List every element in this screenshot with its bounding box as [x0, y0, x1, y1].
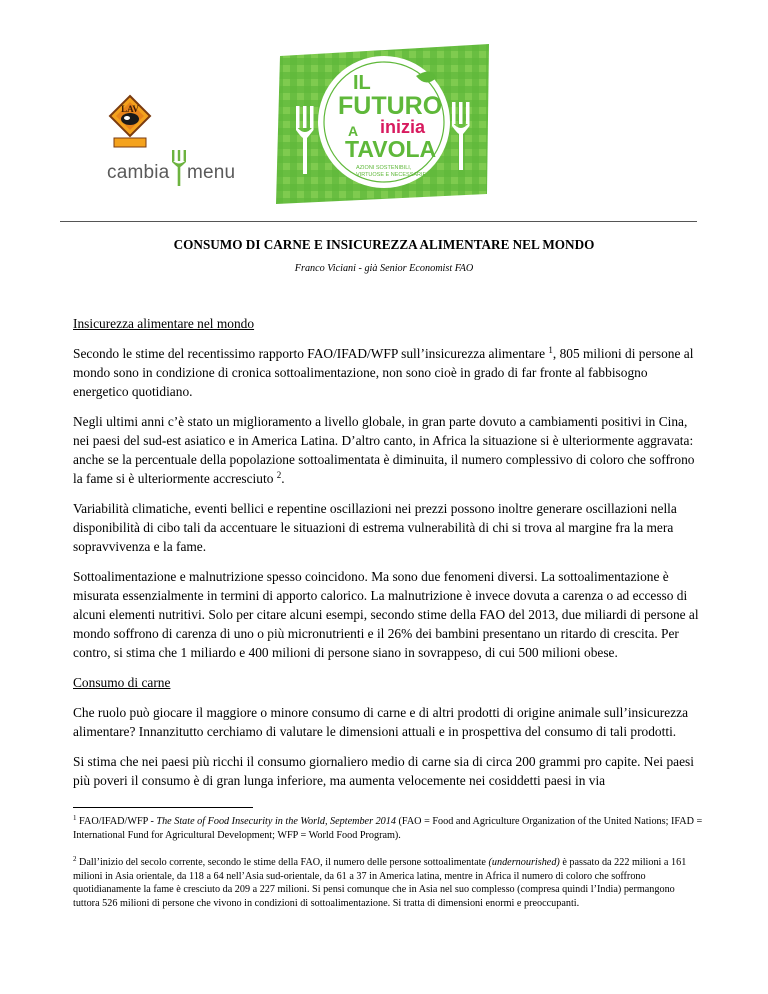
header-divider — [60, 221, 697, 222]
lav-logo — [108, 94, 152, 152]
lav-logo-text: LAV — [121, 104, 139, 114]
footnote-2: $^2$ Dall’inizio del secolo corrente, secondo le stime della FAO, il numero delle persone sottoalimentate (undernourished) è passato da 222 milioni a 161 milioni in Asia orientale, da 118 a 64 nell’Asia sud-orientale, da 61 a 37 in America latina, mentre in Africa il numero di coloro che soffrono quotidianamente la fame è cresciuto da 209 a 227 milioni. Si pensi comunque che in Asia nel suo complesso (compresa quindi l’India) permangono tuttora 526 milioni di persone che vivono in condizioni di sottoalimentazione. Si tratta di dimensioni enormi e preoccupanti. — [73, 855, 687, 909]
paragraph-5: Che ruolo può giocare il maggiore o minore consumo di carne e di altri prodotti di origine animale sull’insicurezza alimentare? Innanzitutto cerchiamo di valutare le dimensioni attuali e in prospettiva del consumo di tali prodotti. — [73, 705, 689, 739]
cambia-menu-right-text: menu — [187, 162, 236, 183]
poster-tagline-2: VIRTUOSE E NECESSARIE — [356, 172, 427, 178]
document-title: CONSUMO DI CARNE E INSICUREZZA ALIMENTARE NEL MONDO — [173, 237, 595, 252]
paragraph-1: Secondo le stime del recentissimo rapporto FAO/IFAD/WFP sull’insicurezza alimentare $^1$, 805 milioni di persone al mondo sono in condizione di cronica sottoalimentazione, non sono cioè in grado di far fronte al fabbisogno energetico quotidiano. — [73, 345, 694, 399]
document-author: Franco Viciani - già Senior Economist FAO — [294, 263, 474, 274]
poster-futuro: FUTURO — [338, 92, 443, 120]
poster-inizia: inizia — [380, 117, 426, 137]
section-heading-consumo-carne: Consumo di carne — [73, 675, 171, 690]
footnote-ref-2[interactable]: 2 — [276, 470, 282, 480]
document-body — [73, 314, 700, 790]
poster-il: IL — [353, 72, 371, 94]
footnote-divider — [73, 807, 253, 808]
footnote-1: $^1$ FAO/IFAD/WFP - The State of Food Insecurity in the World, September 2014 (FAO = Food and Agriculture Organization of the United Nations; IFAD = International Fund for Agricultural Development; WFP = World Food Program). — [73, 814, 703, 841]
poster-a: A — [348, 123, 359, 139]
futuro-inizia-a-tavola-poster — [276, 44, 491, 204]
poster-tavola: TAVOLA — [345, 136, 437, 162]
paragraph-6: Si stima che nei paesi più ricchi il consumo giornaliero medio di carne sia di circa 200 grammi pro capite. Nei paesi più poveri il consumo è di gran lunga inferiore, ma aumenta velocemente nei cosiddetti paesi in via — [73, 754, 694, 788]
footnote-ref-1[interactable]: 1 — [548, 345, 553, 355]
paragraph-3: Variabilità climatiche, eventi bellici e repentine oscillazioni nei prezzi possono inoltre generare oscillazioni nella disponibilità di cibo tali da accentuare le situazioni di estrema vulnerabilità di chi si trova al margine fra la mera sopravvivenza e la fame. — [73, 501, 677, 554]
paragraph-4: Sottoalimentazione e malnutrizione spesso coincidono. Ma sono due fenomeni diversi. La sottoalimentazione è misurata essenzialmente in termini di apporto calorico. La malnutrizione è invece dovuta a carenza o ad eccesso di alcuni elementi nutritivi. Solo per citare alcuni esempi, secondo stime della FAO del 2013, due miliardi di persone al mondo soffrono di carenza di uno o più micronutrienti e il 26% dei bambini presentano un ritardo di crescita. Per contro, si stima che 1 miliardo e 400 milioni di persone siano in sovrappeso, di cui 500 milioni obese. — [73, 569, 699, 660]
cambia-menu-logo — [107, 150, 237, 190]
cambia-menu-left-text: cambia — [107, 162, 170, 183]
paragraph-2: Negli ultimi anni c’è stato un miglioramento a livello globale, in gran parte dovuto a cambiamenti positivi in Cina, nei paesi del sud-est asiatico e in America Latina. D’altro canto, in Africa la situazione si è ulteriormente aggravata: anche se la percentuale della popolazione sottoalimentata è diminuita, il numero complessivo di coloro che soffrono la fame si è ulteriormente accresciuto $^2$. — [73, 414, 695, 486]
poster-tagline-1: AZIONI SOSTENIBILI, — [356, 165, 412, 171]
fork-icon — [170, 150, 188, 186]
section-heading-insicurezza: Insicurezza alimentare nel mondo — [73, 316, 255, 331]
